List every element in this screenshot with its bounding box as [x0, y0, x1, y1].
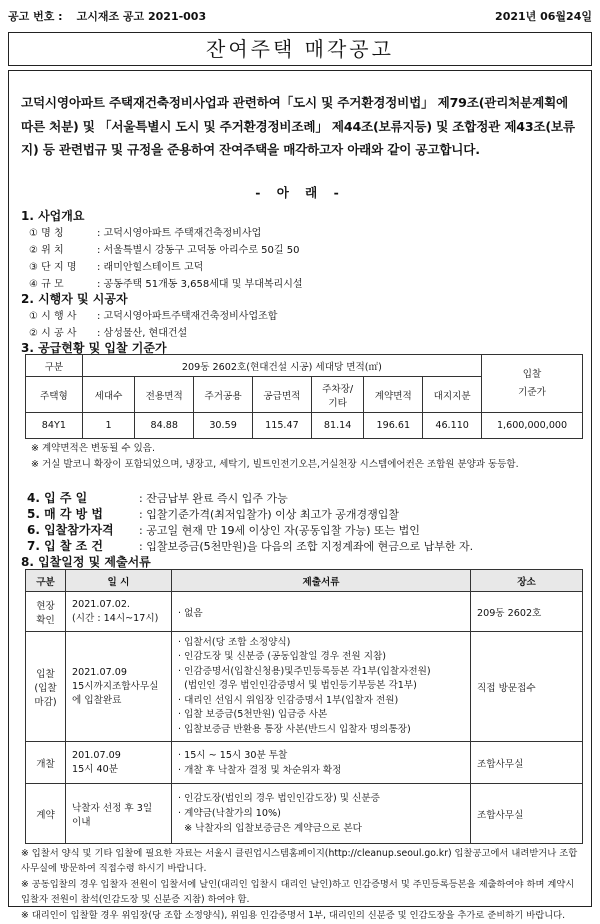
th-bid: 입찰 기준가: [482, 355, 583, 413]
notice-header: [8, 8, 592, 24]
footnote: ※ 입찰서 양식 및 기타 입찰에 필요한 자료는 서울시 클린업시스템홈페이지(http://cleanup.seoul.go.kr) 입찰공고에서 내려받거나 조합사무실에 방문하여 직접수령 하시기 바랍니다.: [21, 848, 578, 874]
table-row: 입찰 (입찰 마감) 2021.07.09 15시까지조합사무실 에 입찰완료 · 입찰서(당 조합 소정양식) · 인감도장 및 신분증 (공동입찰일 경우 전원 지참) · 인감증명서(입찰신청용)및주민등록등본 각1부(입찰자전원) (법인인 경우 법인인감증명서 및 법인등기부등본 각1부) · 대리인 선임시 위임장 인감증명서 1부(입찰자 전원) · 입찰 보증금(5천만원) 입금증 사본 · 입찰보증금 반환용 통장 사본(반드시 입찰자 명의통장) 직접 방문접수: [26, 632, 583, 742]
section-8-title: 8. 입찰일정 및 제출서류: [21, 555, 151, 569]
section-1-title: 1. 사업개요: [21, 209, 85, 223]
notice-no-label: 공고 번호 :: [8, 10, 63, 23]
s3-note: ※ 거실 발코니 확장이 포함되었으며, 냉장고, 세탁기, 빌트인전기오븐,거실천장 시스템에어컨은 조합원 분양과 동등함.: [31, 459, 519, 470]
s5-line: 5. 매 각 방 법 : 입찰기준가격(최저입찰가) 이상 최고가 공개경쟁입찰: [27, 507, 400, 521]
table-row: 계약 낙찰자 선정 후 3일 이내 · 인감도장(법인의 경우 법인인감도장) 및 신분증 · 계약금(낙찰가의 10%) ※ 낙찰자의 입찰보증금은 계약금으로 본다 조합사무실: [26, 784, 583, 844]
section-3-title: 3. 공급현황 및 입찰 기준가: [21, 341, 167, 355]
intro-paragraph: 고덕시영아파트 주택재건축정비사업과 관련하여「도시 및 주거환경정비법」 제79조(관리처분계획에 따른 처분) 및 「서울특별시 도시 및 주거환경정비조례」 제44조(보류지등) 및 조합정관 제43조(보류지) 등 관련법규 및 규정을 준용하여 잔여주택을 매각하고자 아래와 같이 공고합니다.: [21, 95, 575, 157]
th-col: 계약면적: [364, 377, 423, 413]
s2-item: ② 시 공 사 : 삼성물산, 현대건설: [29, 328, 188, 339]
notice-no-value: 고시재조 공고 2021-003: [76, 10, 207, 23]
ara-heading: - 아 래 -: [255, 185, 345, 200]
s2-item: ① 시 행 사 : 고덕시영아파트주택재건축정비사업조합: [29, 311, 278, 322]
th-area: 209동 2602호(현대건설 시공) 세대당 면적(㎡): [82, 355, 481, 377]
s3-note: ※ 계약면적은 변동될 수 있음.: [31, 443, 156, 454]
th-col: 주차장/ 기타: [311, 377, 364, 413]
th-col: 주거공용: [194, 377, 253, 413]
s1-item: ④ 규 모 : 공동주택 51개동 3,658세대 및 부대복리시설: [29, 279, 303, 290]
schedule-table: 구분 일 시 제출서류 장소 현장 확인 2021.07.02. (시간 : 14시~17시) · 없음 209동 2602호 입찰 (입찰 마감) 2021.07.09 15시까지조합사무실 에 입찰완료 · 입찰서(당 조합 소정양식) · 인감도장 및 신분증 (공동입찰일 경우 전원 지참) · 인감증명서(입찰신청용)및주민등록등본 각1부(입찰자전원) (법인인 경우 법인인감증명서 및 법인등기부등본 각1부) · 대리인 선임시 위임장 인감증명서 1부(입찰자 전원) · 입찰 보증금(5천만원) 입금증 사본 · 입찰보증금 반환용 통장 사본(반드시 입찰자 명의통장) 직접 방문접수 개찰 201.07.09 15시 40분 · 15시 ~ 15시 30분 투찰 · 개찰 후 낙찰자 결정 및 차순위자 확정 조합사무실 계약 낙찰자 선정 후 3일 이내 · 인감도장(법인의 경우 법인인감도장) 및 신분증 · 계약금(낙찰가의 10%) ※ 낙찰자의 입찰보증금은 계약금으로 본다 조합사무실: [25, 569, 583, 844]
s1-item: ② 위 치 : 서울특별시 강동구 고덕동 아리수로 50길 50: [29, 245, 300, 256]
table-row: 현장 확인 2021.07.02. (시간 : 14시~17시) · 없음 209동 2602호: [26, 592, 583, 632]
page-title: 잔여주택 매각공고: [8, 32, 592, 66]
section-2-title: 2. 시행자 및 시공자: [21, 292, 128, 306]
s7-line: 7. 입 찰 조 건 : 입찰보증금(5천만원)을 다음의 조합 지정계좌에 현금으로 납부한 자.: [27, 539, 474, 553]
table-row: 84Y1 1 84.88 30.59 115.47 81.14 196.61 46.110 1,600,000,000: [26, 413, 583, 439]
s1-item: ① 명 칭 : 고덕시영아파트 주택재건축정비사업: [29, 228, 262, 239]
th-col: 세대수: [82, 377, 135, 413]
th-col: 전용면적: [135, 377, 194, 413]
table-row: 개찰 201.07.09 15시 40분 · 15시 ~ 15시 30분 투찰 · 개찰 후 낙찰자 결정 및 차순위자 확정 조합사무실: [26, 742, 583, 784]
s6-line: 6. 입찰참가자격 : 공고일 현재 만 19세 이상인 자(공동입찰 가능) 또는 법인: [27, 523, 420, 537]
supply-table: [25, 354, 583, 439]
th-gubun: 구분: [26, 355, 83, 377]
th-col: 대지지분: [423, 377, 482, 413]
footnote: ※ 공동입찰의 경우 입찰자 전원이 입찰서에 날인(대리인 입찰시 대리인 날인)하고 인감증명서 및 주민등록등본을 제출하여야 하며 계약시 입찰자 전원이 참석(인감도장 및 신분증 지참) 하여야 함.: [21, 879, 575, 905]
notice-body: [8, 70, 592, 921]
th-col: 주택형: [26, 377, 83, 413]
footnote: ※ 대리인이 입찰할 경우 위임장(당 조합 소정양식), 위임용 인감증명서 1부, 대리인의 신분증 및 인감도장을 추가로 준비하기 바랍니다.: [21, 910, 566, 921]
th-col: 공급면적: [252, 377, 311, 413]
s4-line: 4. 입 주 일 : 잔금납부 완료 즉시 입주 가능: [27, 491, 288, 505]
s1-item: ③ 단 지 명 : 래미안힐스테이트 고덕: [29, 262, 204, 273]
notice-date: 2021년 06월24일: [495, 10, 592, 23]
